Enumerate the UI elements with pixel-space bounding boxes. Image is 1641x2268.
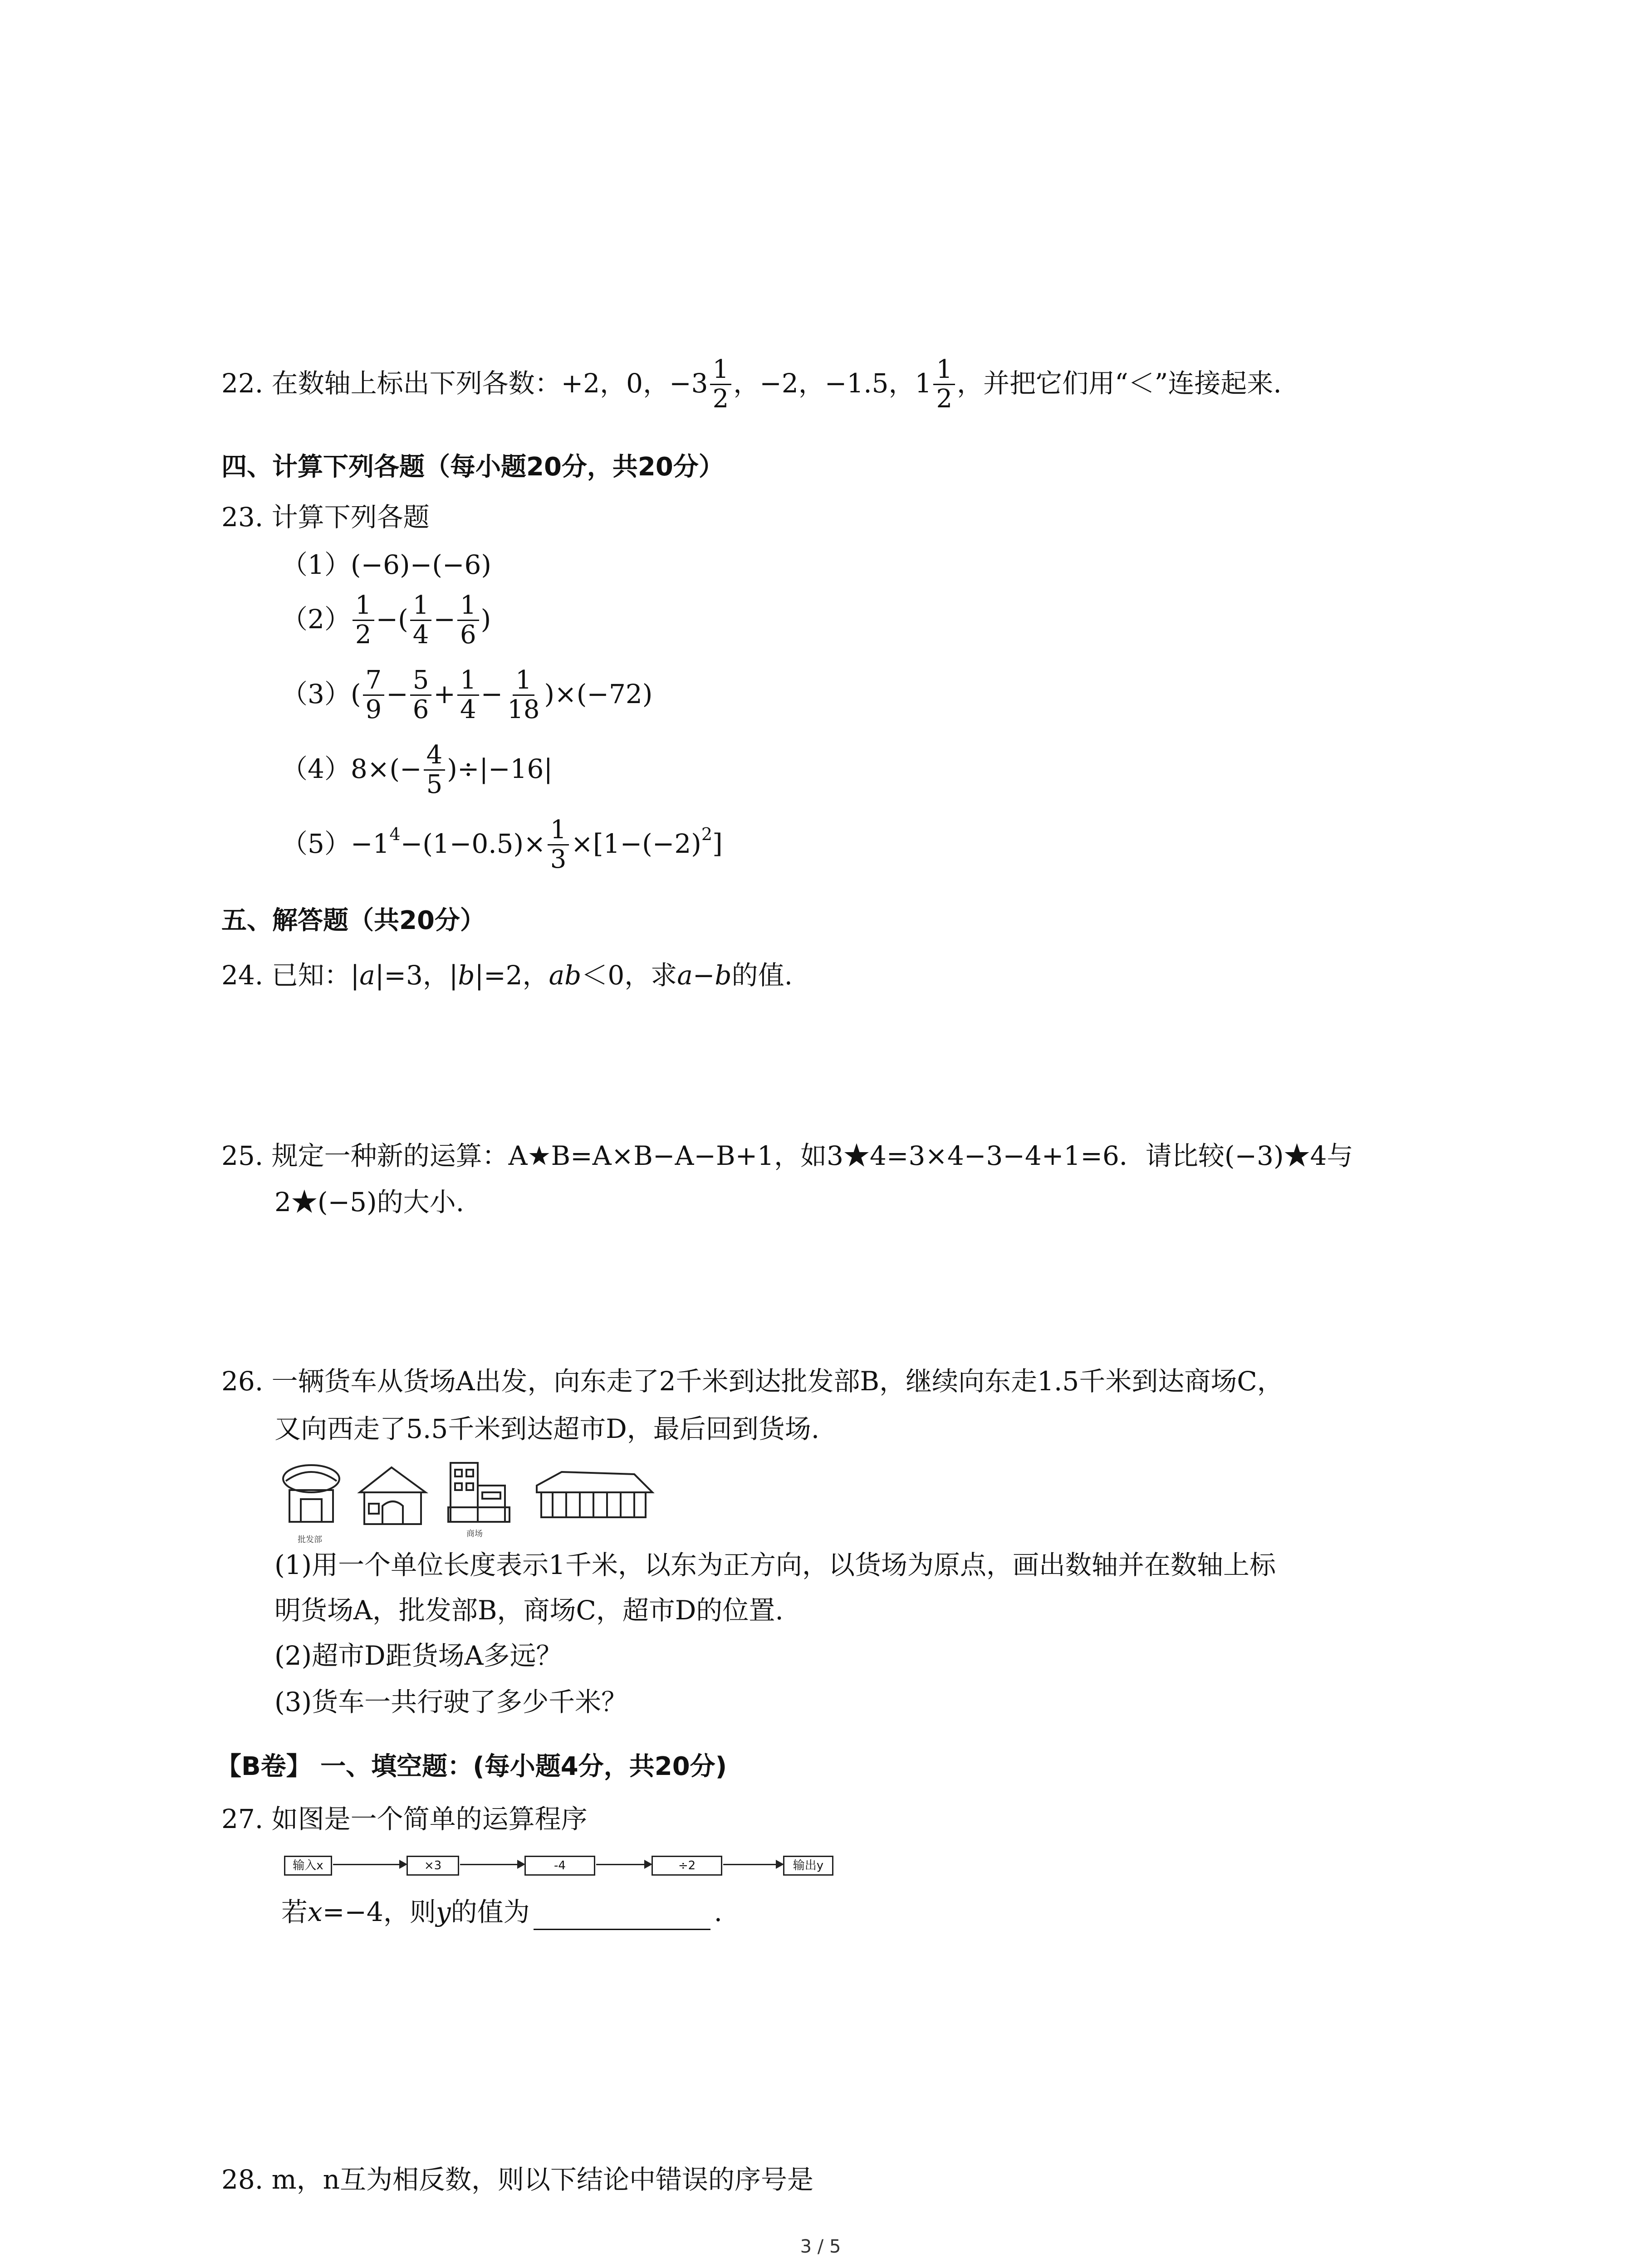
fraction: $\frac{1}{2}$ — [353, 591, 374, 649]
house-icon — [360, 1467, 426, 1524]
answer-blank[interactable] — [534, 1904, 710, 1930]
fraction: $\frac{1}{2}$ — [933, 356, 955, 413]
question-28: 28. m，n互为相反数，则以下结论中错误的序号是 — [221, 2164, 814, 2195]
fraction: $\frac{1}{6}$ — [457, 591, 479, 649]
question-26-sub-1b: 明货场A，批发部B，商场C，超市D的位置. — [274, 1595, 784, 1626]
flow-divide-box: ÷2 — [652, 1856, 722, 1876]
section-title-4: 四、计算下列各题（每小题20分，共20分） — [221, 452, 724, 482]
question-26-sub-1a: (1)用一个单位长度表示1千米，以东为正方向，以货场为原点，画出数轴并在数轴上标 — [274, 1549, 1276, 1580]
question-26-line-1: 26. 一辆货车从货场A出发，向东走了2千米到达批发部B，继续向东走1.5千米到达商场C， — [221, 1366, 1283, 1397]
question-23-part-1: （1）(−6)−(−6) — [281, 549, 492, 580]
flow-arrow — [596, 1864, 651, 1865]
question-25-line-1: 25. 规定一种新的运算：A★B=A×B−A−B+1，如3★4=3×4−3−4+1=6．请比较(−3)★4与 — [221, 1140, 1353, 1171]
buildings-illustration — [276, 1454, 657, 1549]
question-26-sub-3: (3)货车一共行驶了多少千米？ — [274, 1686, 628, 1717]
question-27-condition: 若x=−4，则y的值为 . — [281, 1894, 722, 1930]
question-23-part-3: （3）( $\frac{7}{9}$ − $\frac{5}{6}$ + $\frac{1}{4}$ − $\frac{1}{18}$ )×(−72) — [281, 665, 653, 725]
operation-flowchart — [284, 1852, 833, 1879]
question-23-part-5: $(5)-1^4-(1-0.5)\times$ $\frac{1}{3}$ $\times[1-(-2)^2]$ — [281, 815, 723, 875]
fraction: $\frac{1}{2}$ — [710, 356, 732, 413]
flow-arrow — [723, 1864, 782, 1865]
wholesale-store-icon — [283, 1465, 339, 1522]
question-23-head: 23. 计算下列各题 — [221, 502, 430, 533]
fraction: $\frac{4}{5}$ — [424, 741, 446, 799]
page-number: 3 / 5 — [800, 2236, 841, 2257]
question-27-head: 27. 如图是一个简单的运算程序 — [221, 1804, 588, 1834]
fraction: $\frac{5}{6}$ — [410, 666, 432, 724]
question-26-sub-2: (2)超市D距货场A多远？ — [274, 1640, 563, 1671]
supermarket-icon — [537, 1472, 652, 1517]
section-title-5: 五、解答题（共20分） — [221, 906, 485, 935]
mall-icon — [448, 1463, 509, 1522]
fraction: $\frac{1}{4}$ — [457, 666, 479, 724]
section-title-b: 【B卷】 一、填空题：(每小题4分，共20分) — [216, 1752, 727, 1781]
question-25-line-2: 2★(−5)的大小. — [274, 1187, 465, 1217]
flow-input-box: 输入x — [284, 1856, 332, 1876]
fraction: $\frac{1}{3}$ — [548, 816, 569, 874]
fraction: $\frac{1}{18}$ — [507, 665, 540, 725]
flow-multiply-box: ×3 — [407, 1856, 459, 1876]
question-24: 24. 已知：|a|=3，|b|=2，ab＜0，求a−b的值. — [221, 960, 793, 991]
question-23-part-2: （2） $\frac{1}{2}$ −( $\frac{1}{4}$ − $\frac{1}{6}$ ) — [281, 591, 491, 650]
question-23-part-4: （4）8×(− $\frac{4}{5}$ )÷|−16| — [281, 740, 553, 800]
flow-arrow — [460, 1864, 524, 1865]
mall-label: 商场 — [466, 1529, 483, 1539]
flow-subtract-box: -4 — [524, 1856, 595, 1876]
question-22: 22. 在数轴上标出下列各数：+2，0，−3 $\frac{1}{2}$ ，−2，−1.5，1 $\frac{1}{2}$ ，并把它们用“＜”连接起来. — [221, 355, 1282, 414]
fraction: $\frac{1}{4}$ — [410, 591, 432, 649]
question-26-line-2: 又向西走了5.5千米到达超市D，最后回到货场. — [274, 1413, 820, 1444]
flow-arrow — [333, 1864, 406, 1865]
flow-output-box: 输出y — [783, 1856, 833, 1876]
wholesale-label: 批发部 — [298, 1535, 322, 1545]
fraction: $\frac{7}{9}$ — [363, 666, 385, 724]
